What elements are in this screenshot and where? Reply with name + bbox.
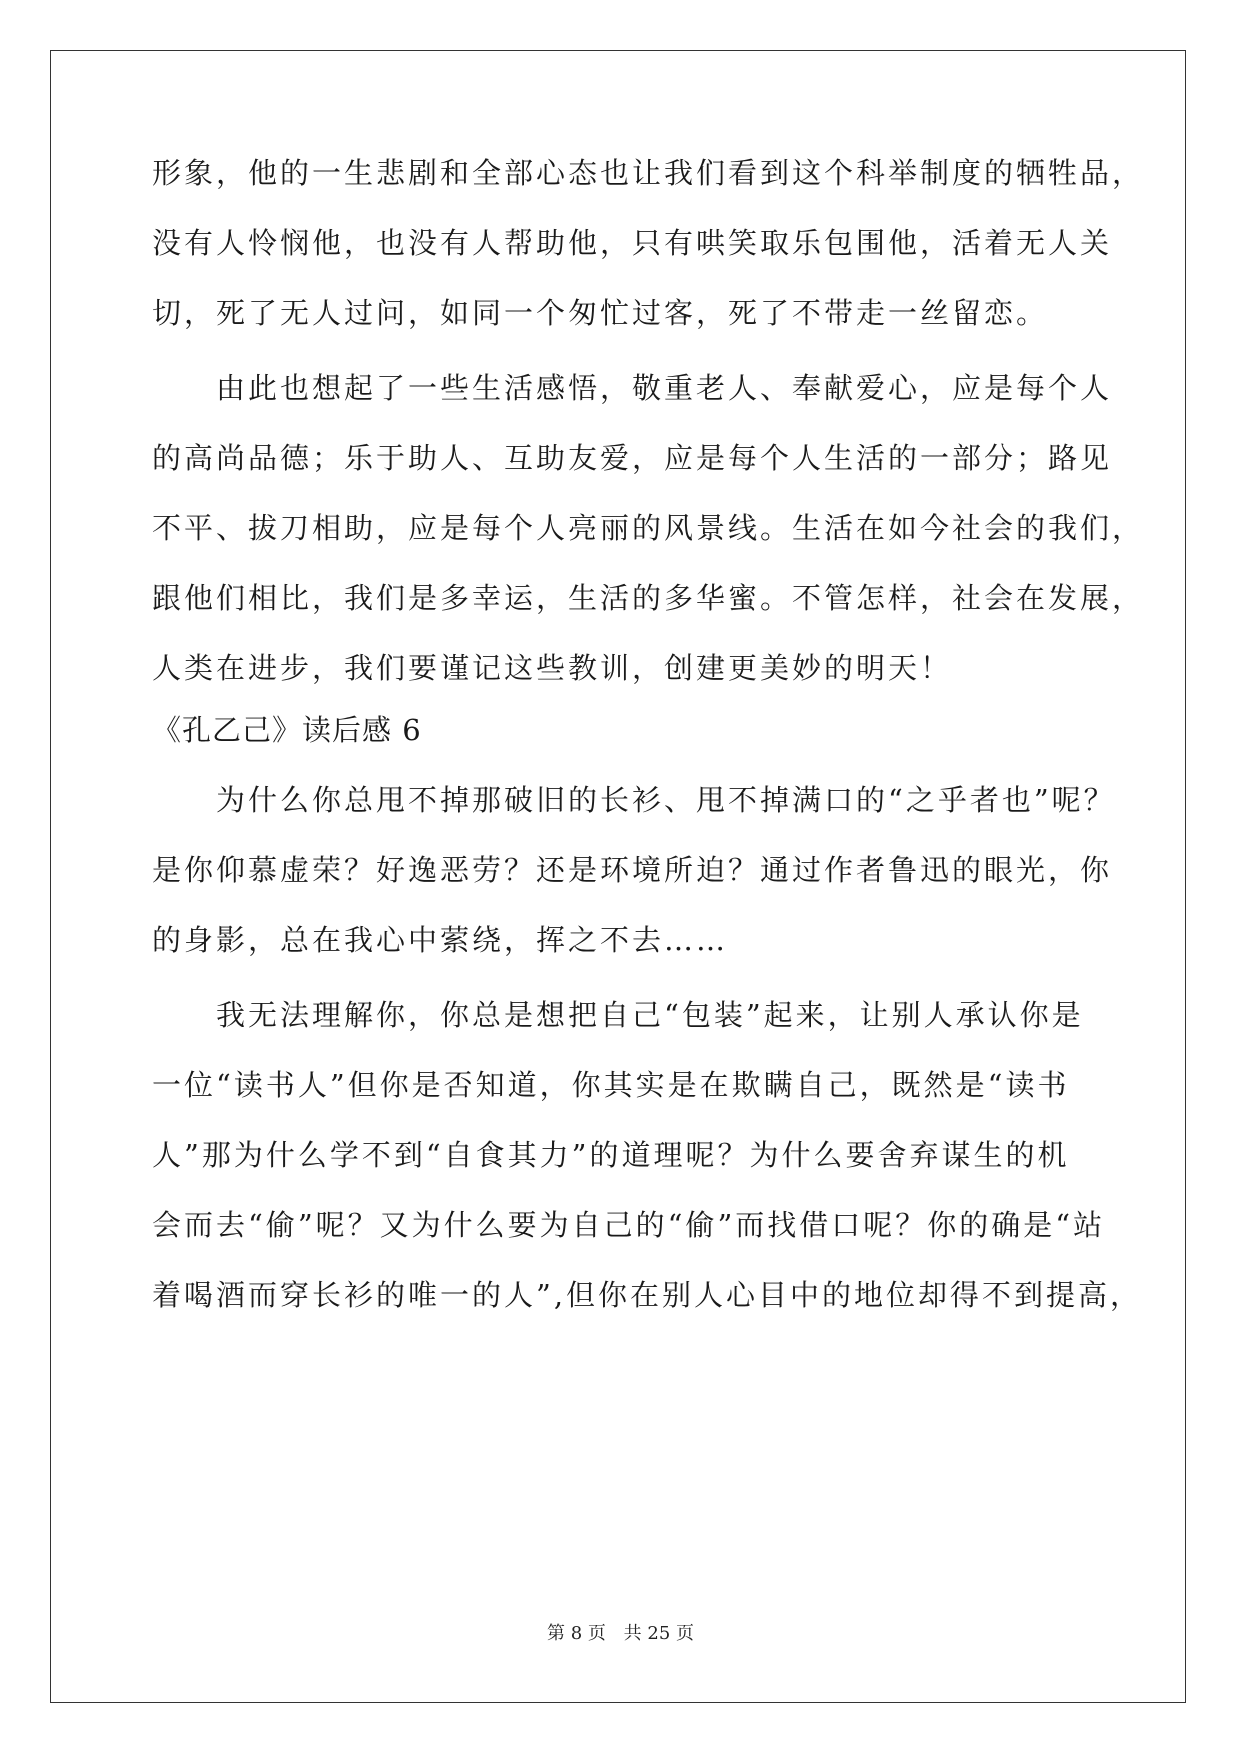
section-heading: 《孔乙己》读后感 6 [152,713,422,747]
paragraph-line: 为什么你总甩不掉那破旧的长衫、甩不掉满口的“之乎者也”呢？ [216,783,1116,817]
paragraph-line: 人类在进步，我们要谨记这些教训，创建更美妙的明天！ [152,651,953,685]
paragraph-line: 形象，他的一生悲剧和全部心态也让我们看到这个科举制度的牺牲品， [152,156,1145,190]
page-number: 第 8 页 [547,1623,606,1644]
paragraph-line: 是你仰慕虚荣？好逸恶劳？还是环境所迫？通过作者鲁迅的眼光，你 [152,853,1113,887]
paragraph-line: 会而去“偷”呢？又为什么要为自己的“偷”而找借口呢？你的确是“站 [152,1208,1106,1242]
paragraph-line: 的高尚品德；乐于助人、互助友爱，应是每个人生活的一部分；路见 [152,441,1113,475]
page-total: 共 25 页 [623,1623,694,1644]
paragraph-line: 不平、拔刀相助，应是每个人亮丽的风景线。生活在如今社会的我们， [152,511,1145,545]
paragraph-line: 的身影，总在我心中萦绕，挥之不去…… [152,923,729,957]
paragraph-line: 跟他们相比，我们是多幸运，生活的多华蜜。不管怎样，社会在发展， [152,581,1145,615]
paragraph-line: 一位“读书人”但你是否知道，你其实是在欺瞒自己，既然是“读书 [152,1068,1070,1102]
paragraph-line: 人”那为什么学不到“自食其力”的道理呢？为什么要舍弃谋生的机 [152,1138,1070,1172]
paragraph-line: 我无法理解你，你总是想把自己“包装”起来，让别人承认你是 [216,998,1084,1032]
paragraph-line: 切，死了无人过问，如同一个匆忙过客，死了不带走一丝留恋。 [152,296,1049,330]
page-footer [0,1622,1241,1646]
paragraph-line: 没有人怜悯他，也没有人帮助他，只有哄笑取乐包围他，活着无人关 [152,226,1113,260]
paragraph-line: 由此也想起了一些生活感悟，敬重老人、奉献爱心，应是每个人 [216,371,1113,405]
paragraph-line: 着喝酒而穿长衫的唯一的人”,但你在别人心目中的地位却得不到提高， [152,1278,1143,1312]
